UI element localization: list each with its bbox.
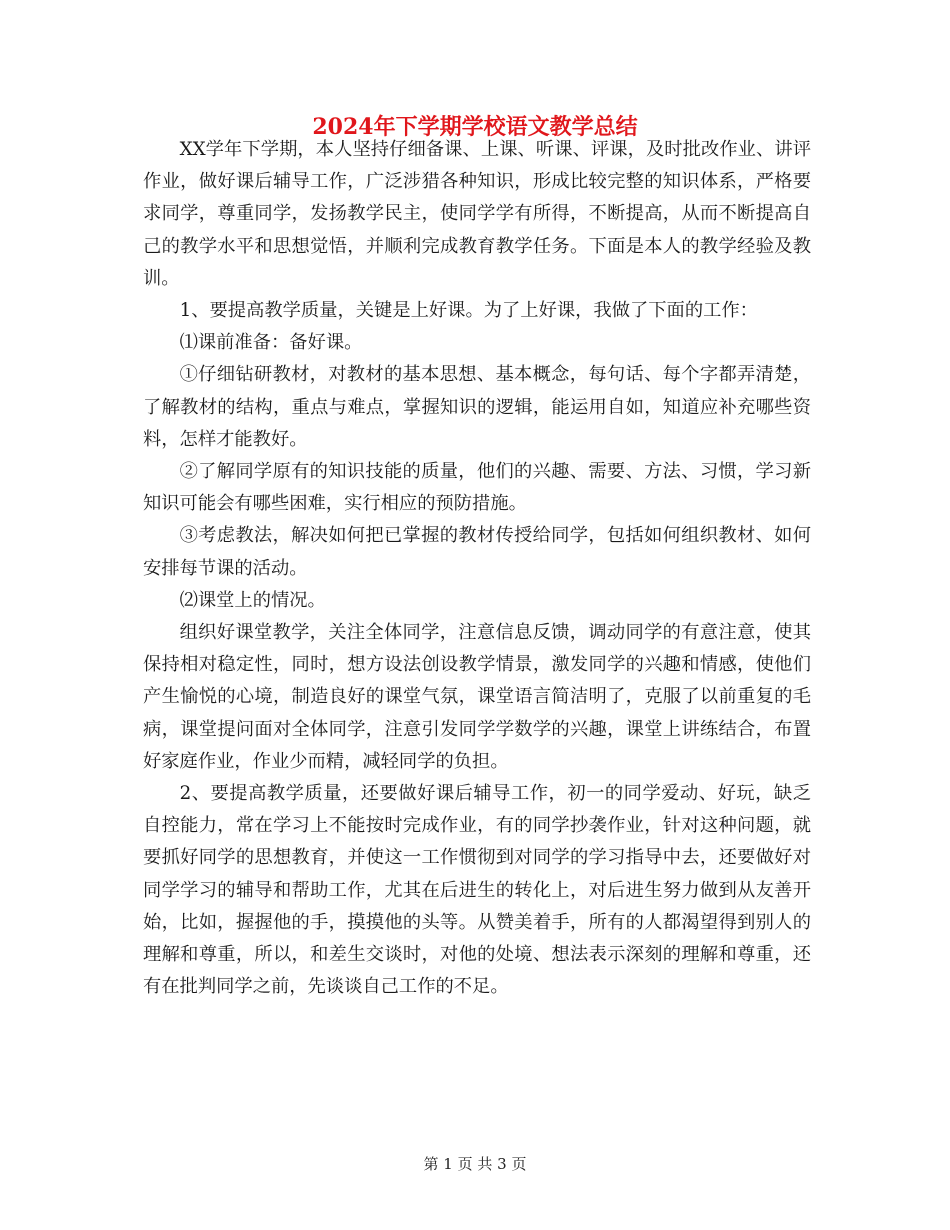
paragraph-intro: XX学年下学期，本人坚持仔细备课、上课、听课、评课，及时批改作业、讲评作业，做好课后辅导工作，广泛涉猎各种知识，形成比较完整的知识体系，严格要求同学，尊重同学，发扬教学民主，使同学学有所得，不断提高，从而不断提高自己的教学水平和思想觉悟，并顺利完成教育教学任务。下面是本人的教学经验及教训。 bbox=[143, 139, 811, 289]
paragraph-section-1: 1、要提高教学质量，关键是上好课。为了上好课，我做了下面的工作： bbox=[179, 300, 758, 322]
document-body bbox=[143, 134, 811, 1003]
paragraph-subsection-1: ⑴课前准备：备好课。 bbox=[179, 332, 363, 354]
paragraph-item-1: ①仔细钻研教材，对教材的基本思想、基本概念，每句话、每个字都弄清楚，了解教材的结构，重点与难点，掌握知识的逻辑，能运用自如，知道应补充哪些资料，怎样才能教好。 bbox=[143, 364, 811, 450]
page-footer: 第 1 页 共 3 页 bbox=[423, 1155, 527, 1173]
paragraph-section-2: 2、要提高教学质量，还要做好课后辅导工作，初一的同学爱动、好玩，缺乏自控能力，常在学习上不能按时完成作业，有的同学抄袭作业，针对这种问题，就要抓好同学的思想教育，并使这一工作惯彻到对同学的学习指导中去，还要做好对同学学习的辅导和帮助工作，尤其在后进生的转化上，对后进生努力做到从友善开始，比如，握握他的手，摸摸他的头等。从赞美着手，所有的人都渴望得到别人的理解和尊重，所以，和差生交谈时，对他的处境、想法表示深刻的理解和尊重，还有在批判同学之前，先谈谈自己工作的不足。 bbox=[143, 783, 811, 998]
document-title: 2024年下学期学校语文教学总结 bbox=[312, 114, 638, 140]
paragraph-item-3: ③考虑教法，解决如何把已掌握的教材传授给同学，包括如何组织教材、如何安排每节课的活动。 bbox=[143, 525, 811, 579]
paragraph-classroom: 组织好课堂教学，关注全体同学，注意信息反馈，调动同学的有意注意，使其保持相对稳定性，同时，想方设法创设教学情景，激发同学的兴趣和情感，使他们产生愉悦的心境，制造良好的课堂气氛，课堂语言简洁明了，克服了以前重复的毛病，课堂提问面对全体同学，注意引发同学学数学的兴趣，课堂上讲练结合，布置好家庭作业，作业少而精，减轻同学的负担。 bbox=[143, 622, 811, 772]
paragraph-item-2: ②了解同学原有的知识技能的质量，他们的兴趣、需要、方法、习惯，学习新知识可能会有哪些困难，实行相应的预防措施。 bbox=[143, 461, 811, 515]
paragraph-subsection-2: ⑵课堂上的情况。 bbox=[179, 589, 326, 611]
